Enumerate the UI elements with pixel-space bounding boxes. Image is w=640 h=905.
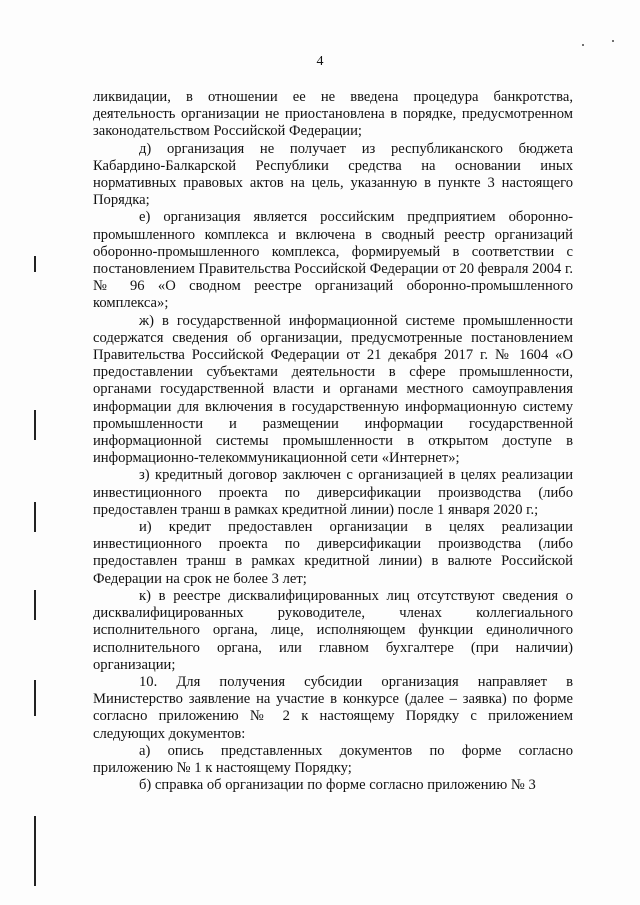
margin-change-bar bbox=[34, 410, 36, 440]
margin-change-bar bbox=[34, 256, 36, 272]
paragraph-b: б) справка об организации по форме согласно приложению № 3 bbox=[139, 777, 536, 794]
paragraph-zh: ж) в государственной информационной системе промышленности содержатся сведения об организации, предусмотренные постановлением Правительства Российской Федерации от 21 декабря 2017 г. № 1604 «О предоставлении субъектами деятельности в сфере промышленности, органами государственной власти и органами местного самоуправления информации для включения в государственную информационную систему промышленности и размещении информации государственной информационной системы промышленности в открытом доступе в информационно-телекоммуникационной сети «Интернет»; bbox=[93, 312, 573, 467]
margin-change-bar bbox=[34, 590, 36, 620]
document-body bbox=[93, 89, 573, 794]
paragraph-a: а) опись представленных документов по форме согласно приложению № 1 к настоящему Порядку; bbox=[93, 742, 573, 776]
scan-speck bbox=[612, 40, 614, 42]
paragraph-k: к) в реестре дисквалифицированных лиц отсутствуют сведения о дисквалифицированных руководителе, членах коллегиального исполнительного органа, лице, исполняющем функции единоличного исполнительного органа, или главном бухгалтере (при наличии) организации; bbox=[93, 587, 573, 673]
paragraph-z: з) кредитный договор заключен с организацией в целях реализации инвестиционного проекта по диверсификации производства (либо предоставлен транш в рамках кредитной линии) после 1 января 2020 г.; bbox=[93, 467, 573, 518]
scan-speck bbox=[582, 44, 584, 46]
paragraph-liquidation-continuation: ликвидации, в отношении ее не введена процедура банкротства, деятельность организации не приостановлена в порядке, предусмотренном законодательством Российской Федерации; bbox=[93, 89, 573, 140]
paragraph-e: е) организация является российским предприятием оборонно-промышленного комплекса и включена в сводный реестр организаций оборонно-промышленного комплекса, формируемый в соответствии с постановлением Правительства Российской Федерации от 20 февраля 2004 г. № 96 «О сводном реестре организаций оборонно-промышленного комплекса»; bbox=[93, 209, 573, 312]
paragraph-10: 10. Для получения субсидии организация направляет в Министерство заявление на участие в конкурсе (далее – заявка) по форме согласно приложению № 2 к настоящему Порядку с приложением следующих документов: bbox=[93, 673, 573, 742]
paragraph-d: д) организация не получает из республиканского бюджета Кабардино-Балкарской Республики средства на основании иных нормативных правовых актов на цель, указанную в пункте 3 настоящего Порядка; bbox=[93, 140, 573, 209]
page-number: 4 bbox=[316, 54, 324, 69]
margin-change-bar bbox=[34, 816, 36, 886]
paragraph-i: и) кредит предоставлен организации в целях реализации инвестиционного проекта по диверсификации производства (либо предоставлен транш в рамках кредитной линии) в валюте Российской Федерации на срок не более 3 лет; bbox=[93, 519, 573, 587]
margin-change-bar bbox=[34, 680, 36, 716]
margin-change-bar bbox=[34, 502, 36, 532]
